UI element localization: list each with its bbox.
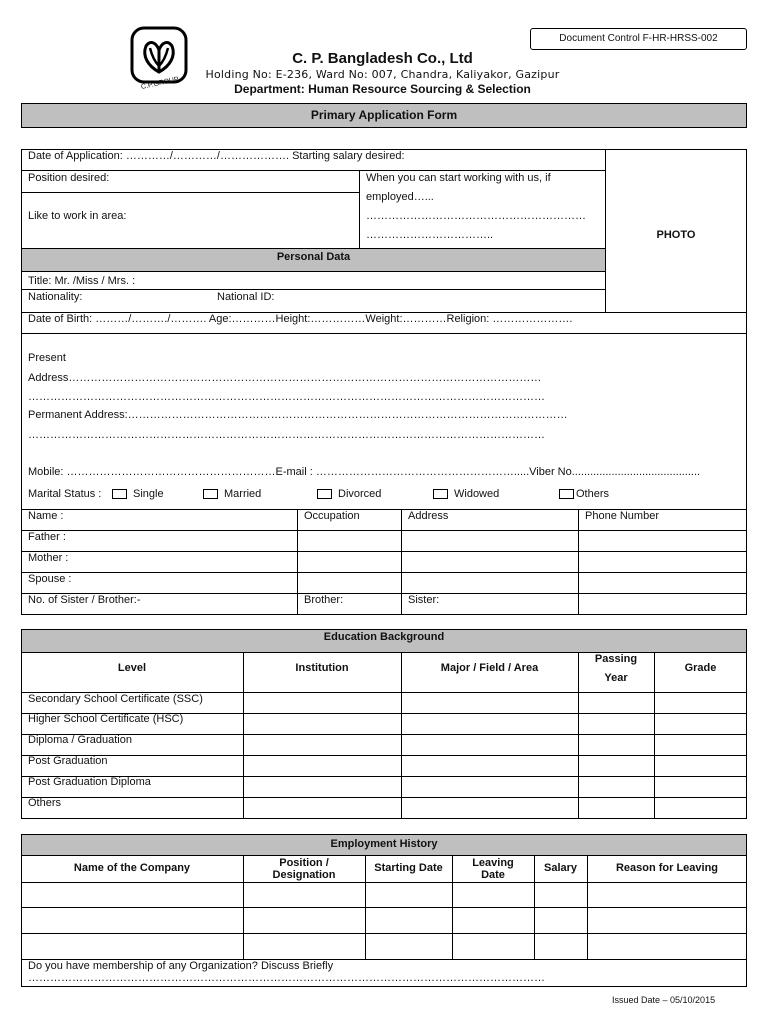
marital-status-label: Marital Status :	[28, 488, 102, 500]
like-to-work-area[interactable]: Like to work in area:	[28, 210, 127, 222]
emp-header-designation: Designation	[272, 869, 336, 881]
family-row-spouse[interactable]: Spouse :	[28, 573, 72, 585]
position-desired[interactable]: Position desired:	[28, 172, 110, 184]
family-header-phone: Phone Number	[585, 510, 659, 522]
personal-data-header: Personal Data	[21, 248, 606, 272]
checkbox[interactable]	[433, 489, 448, 499]
membership-question: Do you have membership of any Organization? Discuss Briefly	[28, 960, 334, 972]
present-address[interactable]: Address…………………………………………………………………………………………………………………	[28, 372, 542, 384]
edu-header-level: Level	[117, 662, 147, 674]
edu-header-institution: Institution	[295, 662, 349, 674]
brother-count[interactable]: Brother:	[304, 594, 344, 606]
edu-row-hsc[interactable]: Higher School Certificate (HSC)	[28, 713, 184, 725]
family-header-occupation: Occupation	[304, 510, 360, 522]
photo-label: PHOTO	[656, 229, 696, 241]
document-control: Document Control F-HR-HRSS-002	[530, 28, 747, 50]
marital-option-divorced[interactable]: Divorced	[317, 488, 381, 500]
emp-header-start-date: Starting Date	[374, 862, 443, 874]
family-row-father[interactable]: Father :	[28, 531, 66, 543]
edu-header-year: Year	[604, 672, 628, 684]
national-id-field[interactable]: National ID:	[217, 291, 275, 303]
checkbox[interactable]	[112, 489, 127, 499]
checkbox[interactable]	[203, 489, 218, 499]
emp-header-position: Position /	[279, 857, 329, 869]
family-header-address: Address	[408, 510, 449, 522]
edu-header-grade: Grade	[684, 662, 717, 674]
membership-answer[interactable]: ……………………………………………………………………………………………………………………………	[28, 972, 545, 984]
company-address: Holding No: E-236, Ward No: 007, Chandra, Kaliyakor, Gazipur	[205, 68, 560, 81]
edu-row-diploma[interactable]: Diploma / Graduation	[28, 734, 132, 746]
edu-header-passing: Passing	[594, 653, 638, 665]
department: Department: Human Resource Sourcing & Selection	[234, 82, 531, 96]
checkbox[interactable]	[559, 489, 574, 499]
marital-option-widowed[interactable]: Widowed	[433, 488, 499, 500]
emp-header-leaving: Leaving	[472, 857, 514, 869]
checkbox[interactable]	[317, 489, 332, 499]
mobile-email-viber[interactable]: Mobile: …………………………………………………E-mail : ……………………………………………….....Viber No..........................................	[28, 466, 701, 478]
edu-row-post-graduation[interactable]: Post Graduation	[28, 755, 108, 767]
emp-header-reason: Reason for Leaving	[615, 862, 719, 874]
issued-date: Issued Date – 05/10/2015	[612, 995, 716, 1005]
when-start-line-3[interactable]: ……………………………………………………	[366, 210, 586, 222]
date-of-application[interactable]: Date of Application: …………/…………/………………. Starting salary desired:	[28, 150, 405, 162]
dob-line[interactable]: Date of Birth: ………/………./………. Age:…………Height:……………Weight:…………Religion: ………………….	[28, 313, 573, 325]
title-field[interactable]: Title: Mr. /Miss / Mrs. :	[28, 275, 136, 287]
siblings-count[interactable]: No. of Sister / Brother:-	[28, 594, 141, 606]
family-header-name: Name :	[28, 510, 64, 522]
education-header: Education Background	[21, 629, 747, 653]
employment-header: Employment History	[21, 834, 747, 856]
emp-header-company: Name of the Company	[73, 862, 191, 874]
present-address-line-2[interactable]: ……………………………………………………………………………………………………………………………	[28, 391, 545, 403]
when-start-line-2[interactable]: employed…...	[366, 191, 434, 203]
marital-option-others[interactable]: Others	[559, 488, 609, 500]
edu-row-others[interactable]: Others	[28, 797, 62, 809]
family-row-mother[interactable]: Mother :	[28, 552, 69, 564]
edu-header-major: Major / Field / Area	[440, 662, 539, 674]
company-name: C. P. Bangladesh Co., Ltd	[292, 50, 473, 67]
edu-row-ssc[interactable]: Secondary School Certificate (SSC)	[28, 693, 203, 705]
marital-option-married[interactable]: Married	[203, 488, 261, 500]
permanent-address-line-2[interactable]: ……………………………………………………………………………………………………………………………	[28, 429, 545, 441]
edu-row-pg-diploma[interactable]: Post Graduation Diploma	[28, 776, 151, 788]
form-title: Primary Application Form	[21, 103, 747, 128]
permanent-address[interactable]: Permanent Address:…………………………………………………………………………………………………………	[28, 409, 568, 421]
emp-header-salary: Salary	[543, 862, 578, 874]
marital-option-single[interactable]: Single	[112, 488, 164, 500]
nationality-field[interactable]: Nationality:	[28, 291, 83, 303]
when-start-line-1: When you can start working with us, if	[366, 172, 551, 184]
logo-text: C.P.GROUP	[140, 76, 180, 91]
present-label: Present	[28, 352, 66, 364]
sister-count[interactable]: Sister:	[408, 594, 440, 606]
when-start-line-4[interactable]: ……………………………..	[366, 229, 494, 241]
emp-header-leaving-date: Date	[481, 869, 505, 881]
